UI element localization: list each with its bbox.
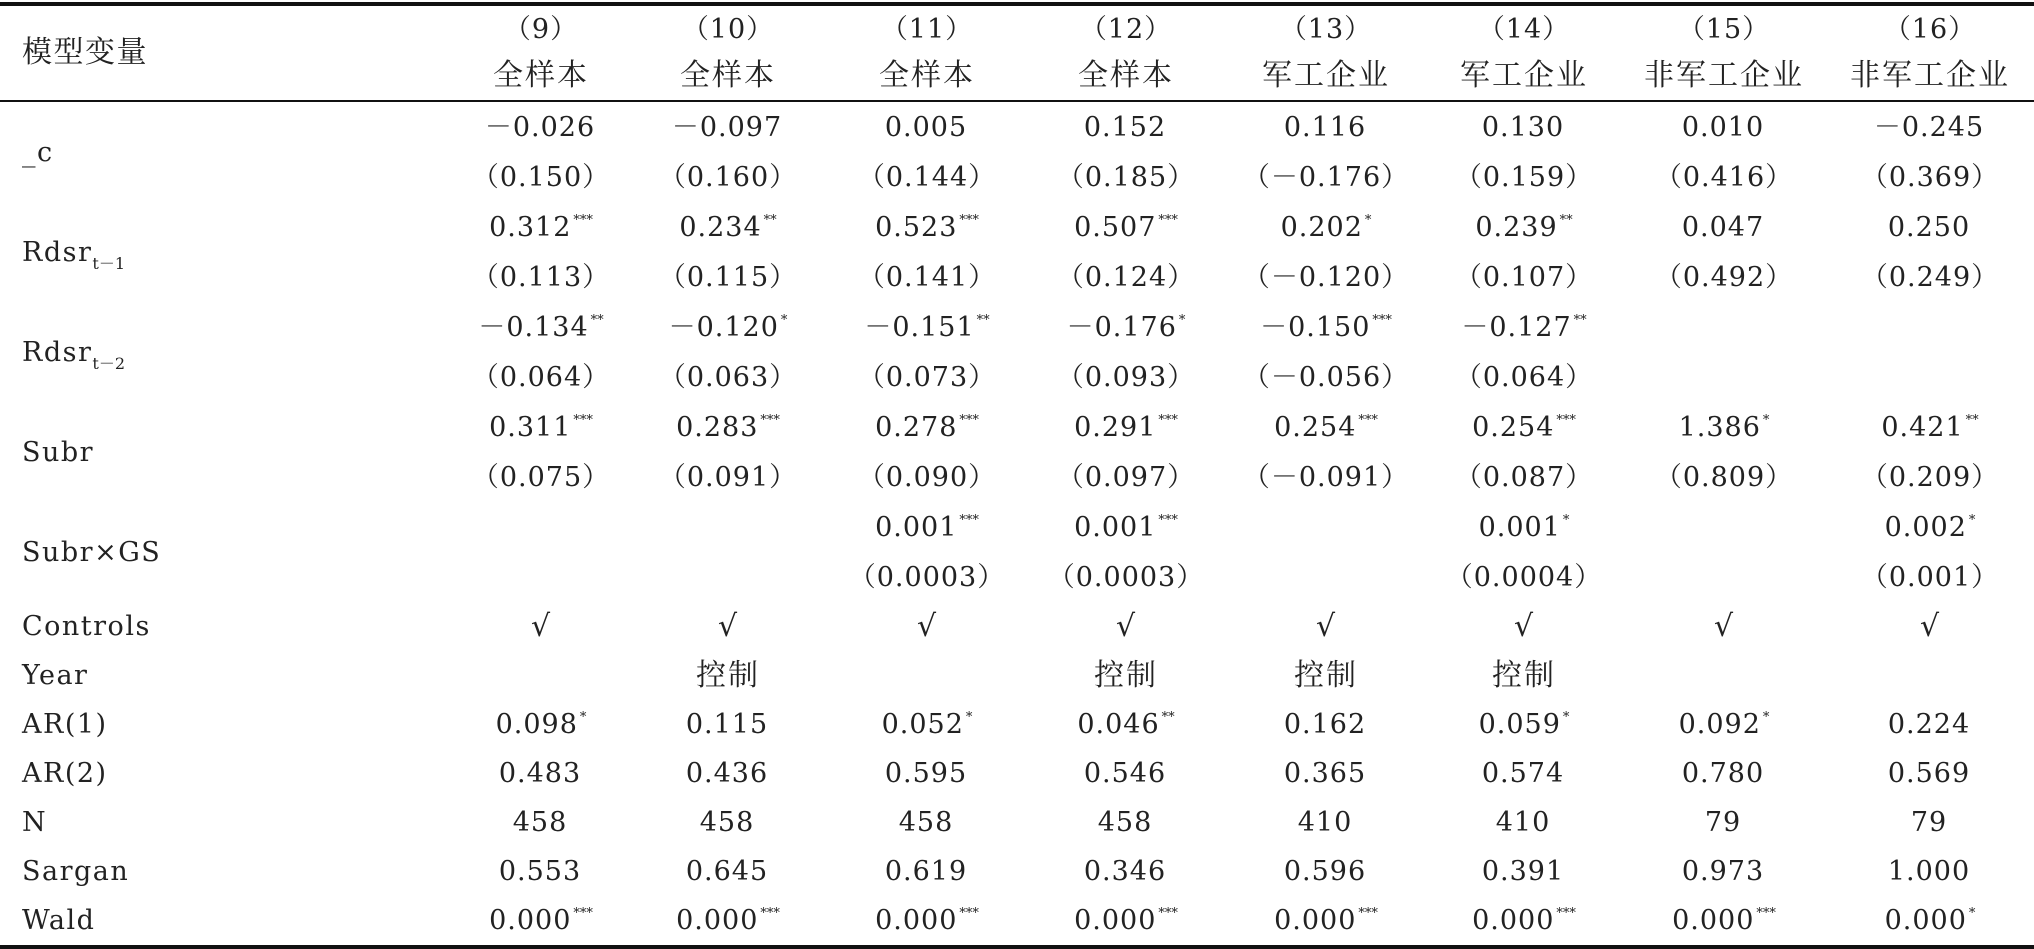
std-error-cell: （0.141） [857, 261, 997, 293]
coef-cell [628, 202, 828, 252]
coef-cell [1226, 202, 1426, 252]
coef-value: 0.162 [1283, 709, 1367, 740]
coef-cell [1826, 749, 2034, 798]
coef-cell [1426, 798, 1622, 847]
std-error-cell: （－0.120） [1242, 261, 1410, 293]
coef-cell [1622, 847, 1826, 896]
coef-value: 0.000 [489, 905, 572, 936]
significance-stars: *** [1158, 906, 1178, 921]
coef-value: 0.092 [1678, 709, 1761, 740]
coef-value: －0.026 [484, 111, 596, 143]
coef-cell [1226, 101, 1426, 152]
coef-value: 0.239 [1475, 211, 1558, 243]
table-row-ar1 [0, 700, 2034, 749]
coef-cell [1622, 302, 1826, 352]
column-sample-6: 军工企业 [1460, 58, 1588, 93]
coef-value: 0.046 [1077, 709, 1160, 740]
coef-value: 0.311 [489, 411, 572, 443]
coef-cell [628, 402, 828, 452]
coef-value: 0.553 [498, 856, 582, 887]
coef-cell [1226, 798, 1426, 847]
coef-value: 0.569 [1887, 758, 1971, 789]
coef-value: 0.000 [1672, 905, 1755, 936]
coef-value: 0.421 [1881, 411, 1964, 443]
value-cell: √ [1315, 608, 1337, 644]
column-sample-5: 军工企业 [1262, 58, 1390, 93]
coef-value: 0.002 [1884, 511, 1967, 543]
value-cell: √ [530, 608, 552, 644]
column-number-5: （13） [1226, 4, 1426, 52]
row-label-ar2: AR(2) [22, 758, 108, 789]
significance-stars: * [1562, 710, 1570, 725]
std-error-cell: （0.249） [1860, 261, 2000, 293]
row-label-subr: Subr [22, 436, 95, 468]
coef-value: 0.436 [685, 758, 769, 789]
coef-value: 0.595 [884, 758, 968, 789]
significance-stars: *** [1158, 212, 1178, 228]
table-row-wald [0, 896, 2034, 947]
coef-value: －0.120 [668, 311, 779, 343]
coef-cell [1826, 202, 2034, 252]
coef-cell [1826, 700, 2034, 749]
coef-cell [1026, 798, 1226, 847]
coef-cell [1026, 896, 1226, 947]
coef-cell [828, 202, 1026, 252]
coef-value: 0.001 [1074, 511, 1157, 543]
coef-cell [628, 749, 828, 798]
significance-stars: * [1762, 710, 1770, 725]
significance-stars: * [1762, 412, 1770, 428]
table-row-rdsr2-coef [0, 302, 2034, 352]
coef-cell [1426, 202, 1622, 252]
std-error-cell: （0.144） [857, 161, 997, 193]
coef-value: 0.546 [1083, 758, 1167, 789]
coef-value: 0.645 [685, 856, 769, 887]
row-label-n: N [22, 807, 48, 838]
significance-stars: ** [1965, 412, 1979, 428]
coef-value: 0.523 [875, 211, 958, 243]
coef-cell [1026, 700, 1226, 749]
coef-value: －0.134 [478, 311, 589, 343]
coef-cell [828, 896, 1026, 947]
std-error-cell: （0.107） [1454, 261, 1594, 293]
row-label-subscript: t－2 [92, 353, 126, 373]
value-cell: √ [1919, 608, 1941, 644]
coef-cell [454, 798, 628, 847]
coef-value: 79 [1704, 807, 1742, 838]
coef-cell [1622, 402, 1826, 452]
std-error-cell: （0.097） [1056, 461, 1196, 493]
coef-cell [1426, 749, 1622, 798]
column-number-4: （12） [1026, 4, 1226, 52]
coef-value: 0.202 [1280, 211, 1363, 243]
significance-stars: *** [573, 412, 593, 428]
value-cell: 控制 [1294, 657, 1358, 693]
std-error-cell: （0.001） [1860, 561, 2000, 593]
coef-cell [1226, 302, 1426, 352]
coef-value: 0.010 [1681, 111, 1765, 143]
std-error-cell: （0.063） [658, 361, 798, 393]
value-cell: √ [1513, 608, 1535, 644]
std-error-cell: （0.075） [471, 461, 611, 493]
row-label-c: _c [0, 101, 454, 202]
significance-stars: * [1178, 312, 1186, 328]
significance-stars: * [1968, 512, 1976, 528]
coef-cell [454, 302, 628, 352]
coef-value: 0.000 [875, 905, 958, 936]
table-row-year [0, 651, 2034, 700]
table-row-ar2 [0, 749, 2034, 798]
coef-cell [454, 101, 628, 152]
std-error-cell: （0.113） [471, 261, 611, 293]
coef-cell [1826, 502, 2034, 552]
coef-cell [1622, 502, 1826, 552]
std-error-cell [1622, 352, 1826, 402]
column-sample-8: 非军工企业 [1850, 58, 2010, 93]
coef-value: 0.234 [679, 211, 762, 243]
column-sample-2: 全样本 [680, 58, 776, 93]
significance-stars: *** [1358, 412, 1378, 428]
std-error-cell: （0.087） [1454, 461, 1594, 493]
coef-cell [828, 402, 1026, 452]
regression-table [0, 2, 2034, 949]
coef-value: 0.047 [1681, 211, 1765, 243]
significance-stars: ** [1559, 212, 1573, 228]
significance-stars: *** [1358, 906, 1378, 921]
coef-value: 410 [1495, 807, 1551, 838]
coef-value: 0.059 [1478, 709, 1561, 740]
significance-stars: * [965, 710, 973, 725]
coef-cell [1026, 502, 1226, 552]
coef-value: 0.254 [1274, 411, 1357, 443]
coef-cell [1226, 749, 1426, 798]
coef-cell [1026, 202, 1226, 252]
coef-cell [1426, 502, 1622, 552]
coef-cell [828, 502, 1026, 552]
coef-cell [828, 749, 1026, 798]
coef-cell [628, 101, 828, 152]
value-cell: √ [1713, 608, 1735, 644]
table-row-controls [0, 602, 2034, 651]
std-error-cell: （0.209） [1860, 461, 2000, 493]
coef-value: 0.000 [1274, 905, 1357, 936]
coef-cell [1026, 302, 1226, 352]
coef-cell [1622, 798, 1826, 847]
coef-cell [454, 847, 628, 896]
row-label-controls: Controls [22, 611, 151, 642]
table-row-subr-coef [0, 402, 2034, 452]
value-cell: √ [1115, 608, 1137, 644]
value-cell: 控制 [696, 657, 760, 693]
significance-stars: *** [959, 906, 979, 921]
coef-cell [1622, 101, 1826, 152]
std-error-cell [1622, 552, 1826, 602]
coef-cell [1622, 700, 1826, 749]
row-label-rdsr1 [0, 202, 454, 302]
std-error-cell: （0.0004） [1445, 561, 1603, 593]
std-error-cell [1826, 352, 2034, 402]
coef-value: 79 [1910, 807, 1948, 838]
significance-stars: *** [959, 212, 979, 228]
coef-value: －0.127 [1461, 311, 1572, 343]
column-number-1: （9） [454, 4, 628, 52]
coef-cell [628, 302, 828, 352]
coef-cell [454, 502, 628, 552]
column-number-3: （11） [828, 4, 1026, 52]
std-error-cell: （0.0003） [1047, 561, 1205, 593]
std-error-cell: （－0.091） [1242, 461, 1410, 493]
significance-stars: * [1562, 512, 1570, 528]
coef-cell [828, 101, 1026, 152]
coef-cell [1226, 402, 1426, 452]
table-row-subrgs-coef [0, 502, 2034, 552]
coef-value: 0.619 [884, 856, 968, 887]
std-error-cell [1226, 552, 1426, 602]
value-cell [828, 651, 1026, 700]
row-label-rdsr2 [0, 302, 454, 402]
value-cell [1622, 651, 1826, 700]
std-error-cell [628, 552, 828, 602]
header-row-numbers [0, 4, 2034, 52]
coef-value: 0.000 [676, 905, 759, 936]
coef-value: 0.001 [1478, 511, 1561, 543]
std-error-cell: （0.185） [1056, 161, 1196, 193]
column-sample-4: 全样本 [1078, 58, 1174, 93]
significance-stars: ** [976, 312, 990, 328]
std-error-cell: （0.150） [471, 161, 611, 193]
std-error-cell: （0.073） [857, 361, 997, 393]
significance-stars: *** [959, 412, 979, 428]
coef-value: 0.250 [1887, 211, 1971, 243]
coef-cell [1226, 847, 1426, 896]
coef-value: 0.116 [1283, 111, 1367, 143]
coef-value: －0.176 [1066, 311, 1177, 343]
std-error-cell: （0.124） [1056, 261, 1196, 293]
value-cell [1826, 651, 2034, 700]
std-error-cell: （－0.176） [1242, 161, 1410, 193]
std-error-cell: （0.115） [658, 261, 798, 293]
coef-value: 458 [898, 807, 954, 838]
coef-cell [1226, 896, 1426, 947]
significance-stars: *** [1556, 906, 1576, 921]
column-sample-3: 全样本 [879, 58, 975, 93]
coef-cell [1622, 896, 1826, 947]
coef-value: －0.245 [1873, 111, 1985, 143]
row-label-wald: Wald [0, 896, 454, 947]
coef-value: 0.291 [1074, 411, 1157, 443]
coef-value: 458 [512, 807, 568, 838]
significance-stars: *** [573, 212, 593, 228]
coef-value: 0.005 [884, 111, 968, 143]
coef-value: 0.596 [1283, 856, 1367, 887]
std-error-cell: （0.416） [1654, 161, 1794, 193]
coef-value: 0.152 [1083, 111, 1167, 143]
coef-cell [1426, 101, 1622, 152]
row-label-year: Year [22, 660, 89, 691]
significance-stars: *** [1158, 412, 1178, 428]
std-error-cell: （0.809） [1654, 461, 1794, 493]
column-number-8: （16） [1826, 4, 2034, 52]
coef-value: 0.115 [685, 709, 769, 740]
coef-value: 0.283 [676, 411, 759, 443]
coef-value: 0.391 [1481, 856, 1565, 887]
coef-cell [1426, 847, 1622, 896]
value-cell: 控制 [1094, 657, 1158, 693]
coef-value: －0.151 [864, 311, 975, 343]
coef-value: 0.254 [1472, 411, 1555, 443]
significance-stars: *** [573, 906, 593, 921]
coef-cell [1622, 202, 1826, 252]
coef-value: 0.346 [1083, 856, 1167, 887]
std-error-cell: （0.369） [1860, 161, 2000, 193]
coef-cell [828, 847, 1026, 896]
significance-stars: *** [1756, 906, 1776, 921]
coef-cell [1026, 847, 1226, 896]
coef-cell [1826, 402, 2034, 452]
coef-cell [1026, 101, 1226, 152]
column-sample-7: 非军工企业 [1644, 58, 1804, 93]
coef-cell [1426, 302, 1622, 352]
significance-stars: * [1364, 212, 1372, 228]
significance-stars: *** [1372, 312, 1392, 328]
std-error-cell: （0.160） [658, 161, 798, 193]
coef-cell [828, 798, 1026, 847]
significance-stars: * [1968, 906, 1976, 921]
coef-value: 0.312 [489, 211, 572, 243]
value-cell [454, 651, 628, 700]
table-row-sargan [0, 847, 2034, 896]
std-error-cell: （0.0003） [848, 561, 1006, 593]
coef-value: 0.052 [881, 709, 964, 740]
corner-label: 模型变量 [0, 4, 454, 101]
coef-value: 0.000 [1074, 905, 1157, 936]
coef-cell [454, 402, 628, 452]
coef-cell [1826, 798, 2034, 847]
coef-value: 0.000 [1884, 905, 1967, 936]
coef-cell [454, 749, 628, 798]
coef-value: －0.097 [671, 111, 783, 143]
coef-cell [1226, 700, 1426, 749]
coef-value: 0.973 [1681, 856, 1765, 887]
coef-cell [1826, 847, 2034, 896]
coef-cell [1426, 700, 1622, 749]
coef-value: 458 [699, 807, 755, 838]
coef-cell [1226, 502, 1426, 552]
coef-cell [828, 700, 1026, 749]
value-cell: √ [717, 608, 739, 644]
coef-value: －0.150 [1260, 311, 1371, 343]
significance-stars: * [780, 312, 788, 328]
row-label-sargan: Sargan [22, 856, 130, 887]
column-number-6: （14） [1426, 4, 1622, 52]
coef-cell [628, 798, 828, 847]
std-error-cell: （0.064） [471, 361, 611, 393]
coef-value: 0.574 [1481, 758, 1565, 789]
row-label-subscript: t－1 [92, 253, 126, 273]
std-error-cell: （0.492） [1654, 261, 1794, 293]
coef-value: 0.278 [875, 411, 958, 443]
coef-cell [628, 896, 828, 947]
significance-stars: *** [959, 512, 979, 528]
value-cell: 控制 [1492, 657, 1556, 693]
coef-cell [828, 302, 1026, 352]
coef-value: 0.483 [498, 758, 582, 789]
std-error-cell: （0.090） [857, 461, 997, 493]
row-label-subrgs: Subr×GS [22, 536, 162, 568]
coef-cell [1426, 402, 1622, 452]
coef-value: 458 [1097, 807, 1153, 838]
coef-cell [628, 700, 828, 749]
coef-cell [454, 896, 628, 947]
std-error-cell: （0.064） [1454, 361, 1594, 393]
coef-value: 1.000 [1887, 856, 1971, 887]
coef-value: 410 [1297, 807, 1353, 838]
table-row-n [0, 798, 2034, 847]
coef-value: 0.365 [1283, 758, 1367, 789]
coef-cell [1622, 749, 1826, 798]
column-number-7: （15） [1622, 4, 1826, 52]
coef-cell [1826, 101, 2034, 152]
coef-cell [1826, 302, 2034, 352]
coef-value: 0.098 [495, 709, 578, 740]
coef-value: 0.780 [1681, 758, 1765, 789]
std-error-cell: （0.093） [1056, 361, 1196, 393]
column-number-2: （10） [628, 4, 828, 52]
coef-cell [628, 847, 828, 896]
row-label-ar1: AR(1) [22, 709, 108, 740]
significance-stars: *** [1158, 512, 1178, 528]
coef-value: 0.507 [1074, 211, 1157, 243]
coef-cell [1426, 896, 1622, 947]
significance-stars: ** [590, 312, 604, 328]
coef-cell [628, 502, 828, 552]
coef-value: 1.386 [1678, 411, 1761, 443]
std-error-cell: （0.091） [658, 461, 798, 493]
coef-cell [1826, 896, 2034, 947]
coef-cell [1026, 749, 1226, 798]
std-error-cell [454, 552, 628, 602]
significance-stars: *** [1556, 412, 1576, 428]
significance-stars: * [579, 710, 587, 725]
table-row-rdsr1-coef [0, 202, 2034, 252]
significance-stars: *** [760, 412, 780, 428]
std-error-cell: （0.159） [1454, 161, 1594, 193]
coef-cell [454, 202, 628, 252]
table-row-c-coef [0, 101, 2034, 152]
std-error-cell: （－0.056） [1242, 361, 1410, 393]
coef-cell [1026, 402, 1226, 452]
value-cell: √ [916, 608, 938, 644]
coef-value: 0.130 [1481, 111, 1565, 143]
row-label-main: Rdsr [22, 236, 93, 268]
coef-value: 0.000 [1472, 905, 1555, 936]
coef-value: 0.224 [1887, 709, 1971, 740]
significance-stars: ** [763, 212, 777, 228]
significance-stars: ** [1161, 710, 1175, 725]
significance-stars: *** [760, 906, 780, 921]
coef-cell [454, 700, 628, 749]
column-sample-1: 全样本 [493, 58, 589, 93]
coef-value: 0.001 [875, 511, 958, 543]
row-label-main: Rdsr [22, 336, 93, 368]
significance-stars: ** [1573, 312, 1587, 328]
